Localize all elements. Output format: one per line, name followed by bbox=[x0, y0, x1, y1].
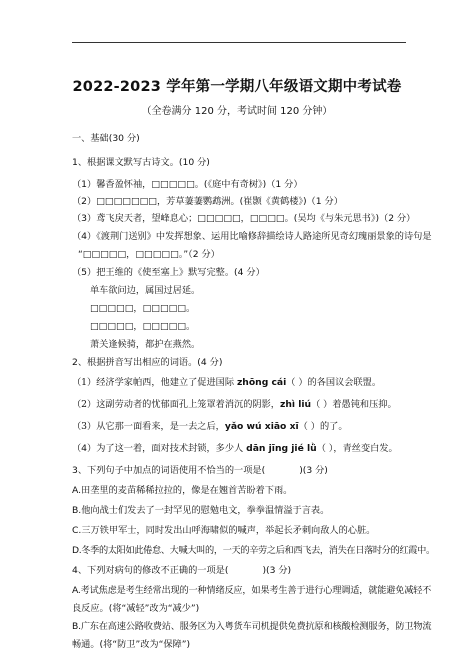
q2-item-4-post: （ ），青丝变白发。 bbox=[316, 443, 398, 454]
q2-item-1 bbox=[72, 377, 381, 389]
question-2-stem: 2、根据拼音写出相应的词语。(4 分) bbox=[72, 357, 223, 368]
question-3-stem bbox=[72, 465, 328, 477]
question-4-stem bbox=[72, 565, 291, 577]
q2-item-3-pinyin: yǎo wú xiāo xī bbox=[224, 421, 299, 432]
q3-option-d: D.冬季的太阳如此倦怠、大喊大叫的，一天的辛劳之后和西飞去，消失在日落时分的红霞中。 bbox=[72, 545, 435, 556]
q1-item-2: （2）□□□□□□□，芳草萋萋鹦鹉洲。(崔颢《黄鹤楼》)（1 分） bbox=[72, 196, 343, 207]
header-rule bbox=[72, 42, 406, 43]
poem-line-1: 单车欲问边，属国过居延。 bbox=[90, 285, 201, 296]
q4-stem-post: )(3 分) bbox=[262, 565, 292, 576]
q3-option-c: C.三万铁甲军士，同时发出山呼海啸似的喊声，举起长矛刺向敌人的心脏。 bbox=[72, 525, 376, 536]
q2-item-4-pinyin: dān jīng jié lǜ bbox=[246, 443, 317, 454]
poem-line-2: □□□□□，□□□□□。 bbox=[90, 303, 196, 314]
question-1-stem: 1、根据课文默写古诗文。(10 分) bbox=[72, 157, 210, 168]
q2-item-3 bbox=[72, 421, 348, 433]
q2-item-1-pinyin: zhōng cái bbox=[236, 377, 287, 388]
q1-item-5: （5）把王维的《使至塞上》默写完整。(4 分） bbox=[72, 267, 265, 278]
q1-item-1: （1）馨香盈怀袖，□□□□□。(《庭中有奇树》)（1 分） bbox=[72, 179, 303, 190]
q2-item-1-post: （ ）的各国议会联盟。 bbox=[286, 377, 382, 388]
q2-item-3-pre: （3）从它那一面看来，是一去之后， bbox=[72, 421, 225, 432]
q2-item-4 bbox=[72, 443, 398, 455]
q2-item-2 bbox=[72, 399, 397, 411]
q4-option-a: A.考试焦虑是考生经常出现的一种情绪反应，如果考生善于进行心理调适，就能避免减轻不 bbox=[72, 585, 432, 596]
q3-stem-pre: 3、下列句子中加点的词语使用不恰当的一项是( bbox=[72, 465, 266, 476]
q4-option-b: B.广东在高速公路收费站、服务区为入粤货车司机提供免费抗原和核酸检测服务，防卫物流 bbox=[72, 621, 432, 632]
exam-subtitle: （全卷满分 120 分，考试时间 120 分钟） bbox=[141, 106, 333, 117]
q1-item-4: （4）《渡荆门送别》中发挥想象、运用比喻修辞描绘诗人路途所见奇幻瑰丽景象的诗句是 bbox=[72, 231, 432, 242]
q2-item-2-post: （ ）着愚钝和压抑。 bbox=[311, 399, 397, 410]
q1-item-3: （3）鸢飞戾天者，望峰息心；□□□□□，□□□□。(吴均《与朱元思书》)（2 分） bbox=[72, 213, 416, 224]
q4-option-a-cont: 良反应。(将“减轻”改为“减少”) bbox=[72, 603, 200, 614]
poem-line-4: 萧关逢候骑，都护在燕然。 bbox=[90, 339, 201, 350]
q2-item-2-pinyin: zhì liú bbox=[279, 399, 312, 410]
q1-item-4-cont: “□□□□□，□□□□□。”（2 分） bbox=[78, 249, 220, 260]
q2-item-4-pre: （4）为了这一着，面对技术封锁，多少人 bbox=[72, 443, 247, 454]
q3-option-b: B.他向战士们发去了一封罕见的慰勉电文，拳拳温情溢于言表。 bbox=[72, 505, 330, 516]
q3-option-a: A.田垄里的麦苗稀稀拉拉的，像是在翘首苦盼着下雨。 bbox=[72, 485, 293, 496]
q2-item-3-post: （ ）的了。 bbox=[298, 421, 348, 432]
q4-option-b-cont: 畅通。(将“防卫”改为“保障”) bbox=[72, 639, 191, 650]
q4-stem-pre: 4、下列对病句的修改不正确的一项是( bbox=[72, 565, 229, 576]
poem-line-3: □□□□□，□□□□□。 bbox=[90, 321, 196, 332]
exam-title: 2022-2023 学年第一学期八年级语文期中考试卷 bbox=[72, 79, 402, 95]
section-heading: 一、基础(30 分) bbox=[72, 133, 140, 144]
q2-item-1-pre: （1）经济学家帕西，他建立了促进国际 bbox=[72, 377, 237, 388]
q3-stem-post: )(3 分) bbox=[299, 465, 328, 476]
q2-item-2-pre: （2）这副劳动者的忧郁面孔上笼罩着消沉的阴影， bbox=[72, 399, 280, 410]
